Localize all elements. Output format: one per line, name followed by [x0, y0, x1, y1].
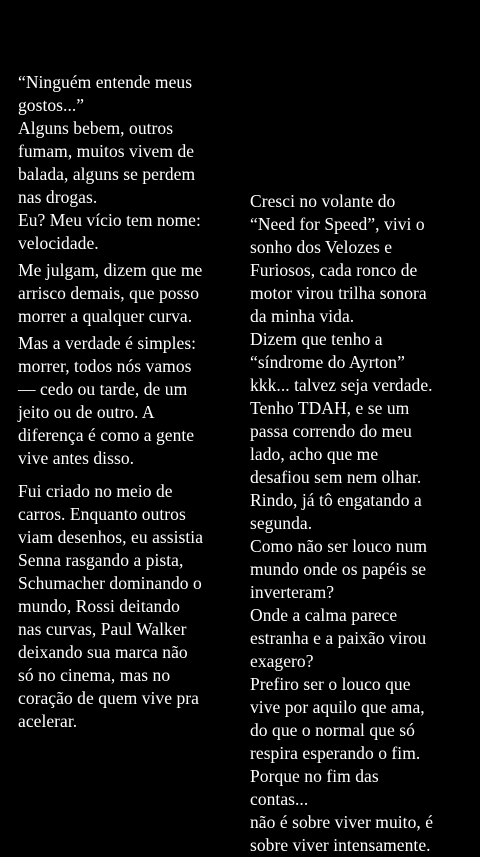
left-paragraph-childhood: Fui criado no meio de carros. Enquanto outros viam desenhos, eu assistia Senna rasgando a pista, Schumacher dominando o mundo, Rossi deitando nas curvas, Paul Walker deixando sua marca não só no cinema, mas no coração de quem vive pra acelerar.: [18, 481, 204, 731]
right-paragraph-conclusion: Porque no fim das contas... não é sobre viver muito, é sobre viver intensamente.: [250, 766, 434, 855]
left-paragraph-judged: Me julgam, dizem que me arrisco demais, que posso morrer a qualquer curva.: [18, 260, 203, 326]
left-paragraph-intro: “Ninguém entende meus gostos...” Alguns bebem, outros fumam, muitos vivem de balada, alguns se perdem nas drogas. Eu? Meu vício tem nome: velocidade.: [18, 72, 201, 253]
left-text-panel: [18, 71, 236, 733]
left-paragraph-truth: Mas a verdade é simples: morrer, todos nós vamos — cedo ou tarde, de um jeito ou de outro. A diferença é como a gente vive antes disso.: [18, 333, 197, 468]
right-text-panel: [250, 190, 470, 857]
right-paragraph-calm: Onde a calma parece estranha e a paixão virou exagero?: [250, 605, 427, 671]
right-paragraph-ayrton: Dizem que tenho a “síndrome do Ayrton” kkk... talvez seja verdade.: [250, 329, 433, 395]
right-paragraph-prefer: Prefiro ser o louco que vive por aquilo que ama, do que o normal que só respira esperando o fim.: [250, 674, 425, 763]
right-paragraph-world: Como não ser louco num mundo onde os papéis se inverteram?: [250, 536, 428, 602]
right-paragraph-tdah: Tenho TDAH, e se um passa correndo do meu lado, acho que me desafiou sem nem olhar. Rindo, já tô engatando a segunda.: [250, 398, 422, 533]
right-paragraph-need-for-speed: Cresci no volante do “Need for Speed”, vivi o sonho dos Velozes e Furiosos, cada ronco de motor virou trilha sonora da minha vida.: [250, 191, 427, 326]
